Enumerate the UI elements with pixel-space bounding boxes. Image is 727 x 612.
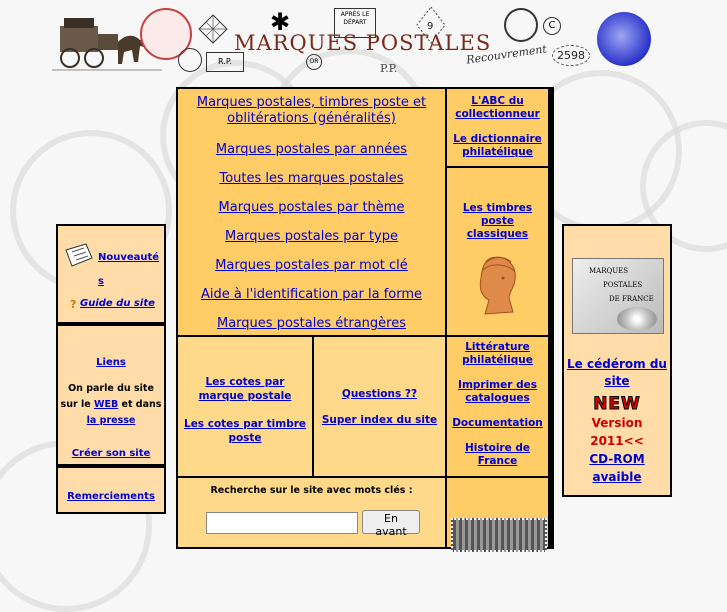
on-parle-line1: On parle du site xyxy=(68,383,154,394)
cd-line2: POSTALES xyxy=(603,281,643,289)
diamond-grid-icon xyxy=(198,14,228,44)
right-panel-cdrom xyxy=(562,224,672,497)
cotes-cell xyxy=(178,337,312,476)
timbres-cell xyxy=(447,168,548,335)
menu-link-mot-cle[interactable]: Marques postales par mot clé xyxy=(215,258,408,273)
documentation-link[interactable]: Documentation xyxy=(452,417,543,429)
search-label: Recherche sur le site avec mots clés : xyxy=(210,485,413,496)
cotes-marque-link[interactable]: Les cotes par marque postale xyxy=(198,376,292,402)
questions-cell xyxy=(314,337,445,476)
cd-line1: MARQUES xyxy=(589,267,629,275)
marianne-stamp-icon xyxy=(597,12,651,66)
search-input[interactable] xyxy=(206,512,358,534)
menu-link-toutes[interactable]: Toutes les marques postales xyxy=(219,171,404,186)
or-mark-icon: OR xyxy=(306,54,322,70)
on-parle-line2b: et dans xyxy=(121,399,162,410)
stamp-image xyxy=(451,518,547,552)
super-index-link[interactable]: Super index du site xyxy=(321,414,438,426)
guide-link[interactable]: Guide du site xyxy=(80,298,155,309)
cd-disc-icon xyxy=(617,307,657,331)
imprimer-link[interactable]: Imprimer des catalogues xyxy=(458,379,537,404)
right-col-bottom-cell xyxy=(447,337,548,476)
rp-stamp: R.P. xyxy=(206,52,244,72)
new-badge: NEW xyxy=(593,394,641,414)
newspaper-icon xyxy=(64,242,94,268)
nouveautes-label-b: s xyxy=(98,276,104,287)
svg-text:9: 9 xyxy=(427,21,434,32)
pp-mark: P.P. xyxy=(380,62,398,75)
version-label: Version 2011<< xyxy=(590,416,644,448)
remerciements-link[interactable]: Remerciements xyxy=(67,491,155,502)
dictionnaire-link[interactable]: Le dictionnaire philatélique xyxy=(453,133,542,158)
menu-link-generalites[interactable]: Marques postales, timbres poste et oblitérations (généralités) xyxy=(196,95,427,126)
creer-site-link[interactable]: Créer son site xyxy=(71,448,151,459)
cdrom-box-image[interactable] xyxy=(572,258,664,334)
ceres-head-icon xyxy=(473,252,523,318)
star-icon: ✱ xyxy=(270,8,291,36)
cotes-timbre-link[interactable]: Les cotes par timbre poste xyxy=(184,418,307,444)
presse-link[interactable]: la presse xyxy=(86,415,136,426)
web-link[interactable]: WEB xyxy=(93,399,119,410)
liens-link[interactable]: Liens xyxy=(96,357,126,368)
paris-datestamp-icon xyxy=(504,8,538,42)
menu-link-theme[interactable]: Marques postales par thème xyxy=(218,200,405,215)
right-col-top-cell xyxy=(447,89,548,166)
stamp-image-cell xyxy=(447,478,548,547)
c-mark-icon: C xyxy=(543,17,561,35)
menu-link-etrangeres[interactable]: Marques postales étrangères xyxy=(217,316,406,331)
search-submit-button[interactable]: En avant xyxy=(362,510,420,534)
search-cell xyxy=(178,478,445,547)
cederom-link[interactable]: Le cédérom du site xyxy=(567,357,667,388)
left-panel-thanks xyxy=(56,466,166,514)
cd-line3: DE FRANCE xyxy=(609,295,654,303)
left-panel-news xyxy=(56,224,166,324)
on-parle-line2a: sur le xyxy=(60,399,91,410)
cdrom-link[interactable]: CD-ROM avaible xyxy=(589,452,645,484)
number-2598-mark: 2598 xyxy=(552,45,590,66)
menu-link-annees[interactable]: Marques postales par années xyxy=(215,142,408,157)
apres-depart-stamp: APRÈS LE DÉPART xyxy=(334,8,376,38)
site-title: MARQUES POSTALES xyxy=(234,31,492,55)
question-icon: ? xyxy=(70,298,77,311)
nouveautes-link[interactable] xyxy=(98,246,159,294)
menu-link-type[interactable]: Marques postales par type xyxy=(225,229,398,244)
round-postmark-icon xyxy=(178,48,202,72)
abc-link[interactable]: L'ABC du collectionneur xyxy=(455,95,540,120)
nouveautes-label-a: Nouveauté xyxy=(98,252,160,263)
timbres-classiques-link[interactable]: Les timbres poste classiques xyxy=(462,202,533,240)
litterature-link[interactable]: Littérature philatélique xyxy=(462,341,533,366)
site-header xyxy=(0,0,727,90)
questions-link[interactable]: Questions ?? xyxy=(341,388,418,400)
main-menu-cell xyxy=(178,89,445,335)
menu-link-forme[interactable]: Aide à l'identification par la forme xyxy=(200,287,423,302)
histoire-link[interactable]: Histoire de France xyxy=(464,442,531,467)
recouvrement-mark: Recouvrement xyxy=(465,42,548,67)
main-navigation-table xyxy=(176,87,554,549)
left-panel-links xyxy=(56,324,166,466)
